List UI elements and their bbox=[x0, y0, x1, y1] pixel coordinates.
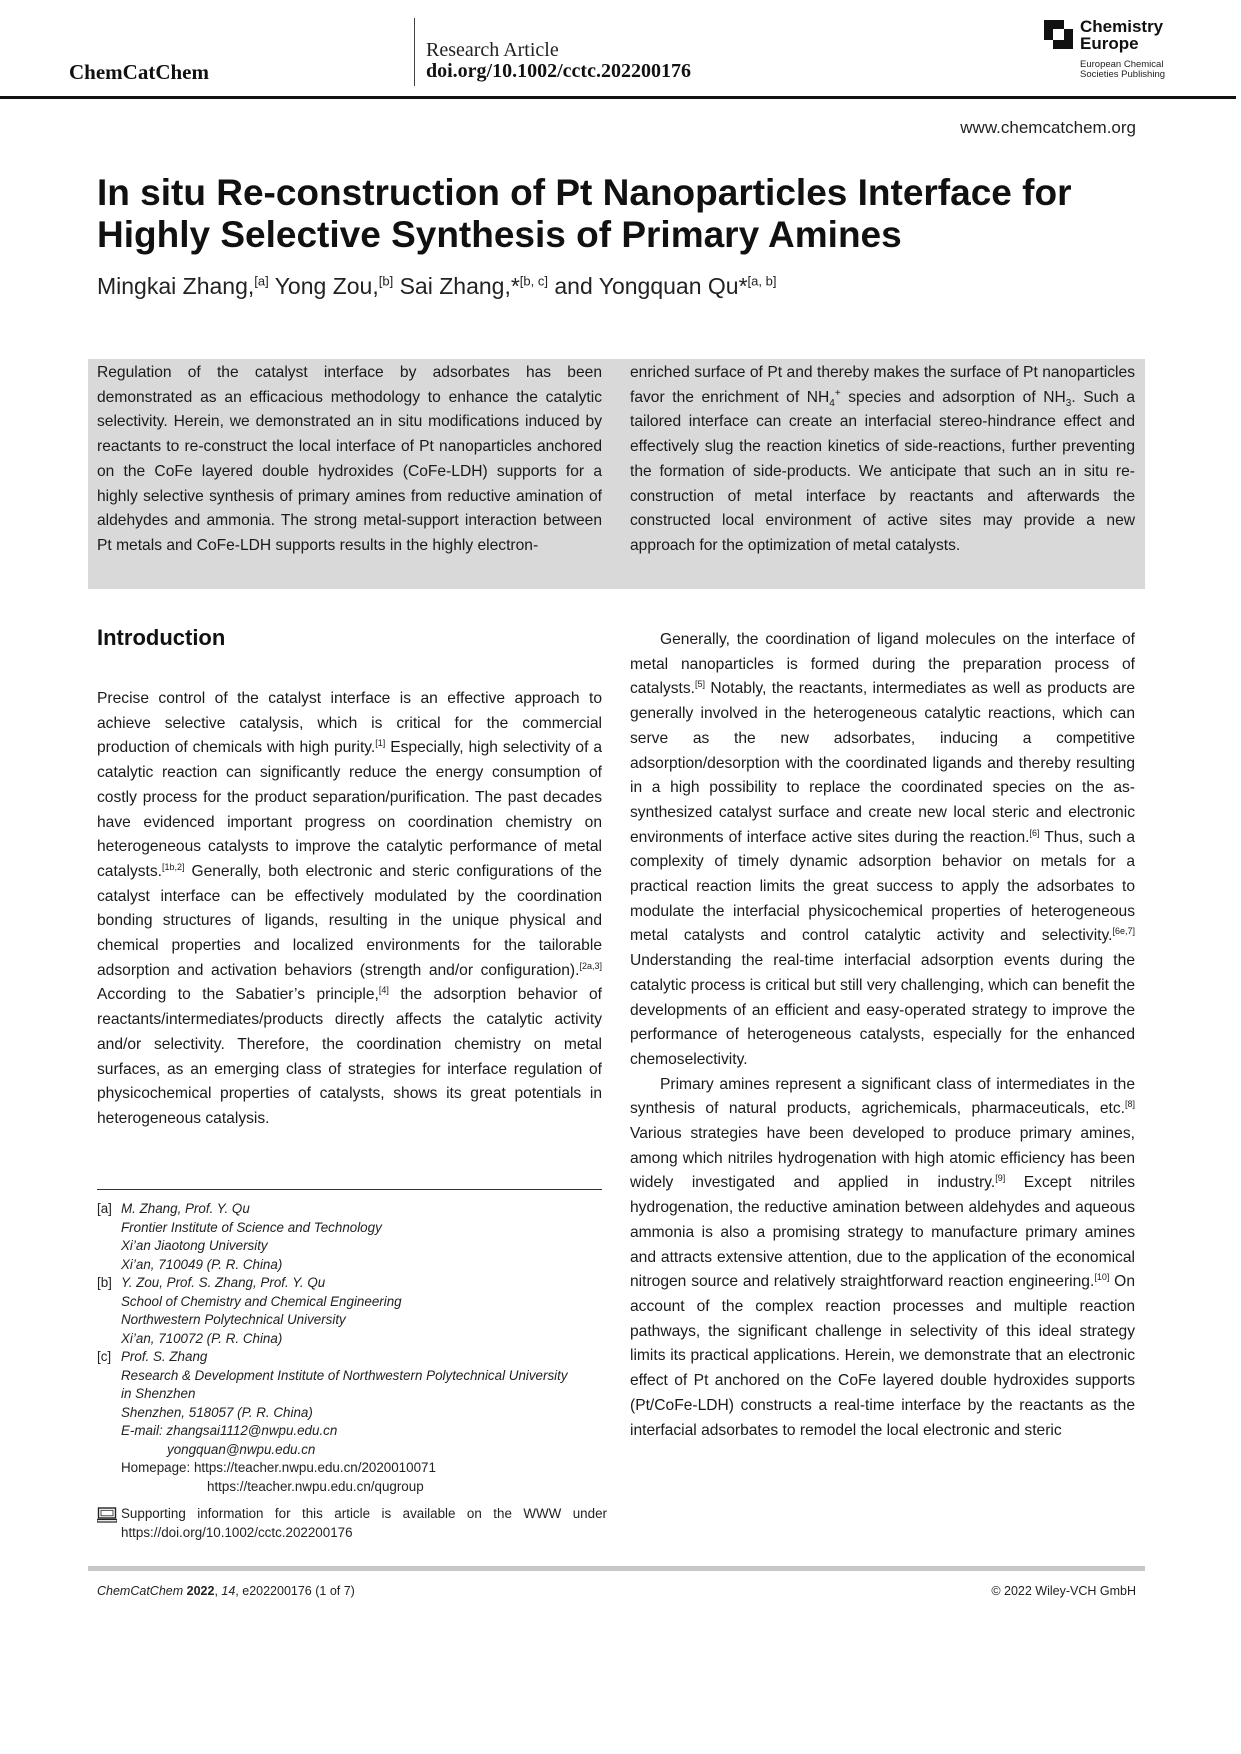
author-name: Sai Zhang,* bbox=[399, 273, 520, 299]
publisher-subtitle-line2: Societies Publishing bbox=[1080, 69, 1166, 80]
author-affiliation-mark: [b] bbox=[378, 273, 394, 289]
homepage-link[interactable]: https://teacher.nwpu.edu.cn/qugroup bbox=[207, 1478, 424, 1494]
chemistry-europe-logo-icon bbox=[1044, 20, 1074, 50]
section-heading-introduction: Introduction bbox=[97, 625, 226, 650]
email-link[interactable]: E-mail: zhangsai1112@nwpu.edu.cn bbox=[121, 1423, 338, 1438]
doi-link[interactable]: doi.org/10.1002/cctc.202200176 bbox=[426, 60, 691, 82]
citation-link[interactable]: [10] bbox=[1094, 1272, 1110, 1283]
affiliation-a: [a] M. Zhang, Prof. Y. Qu Frontier Institute of Science and Technology Xi’an Jiaotong University Xi’an, 710049 (P. R. China) bbox=[97, 1201, 382, 1272]
header-divider bbox=[414, 18, 415, 86]
citation-link[interactable]: [6e,7] bbox=[1112, 926, 1135, 937]
abstract-text-left: Regulation of the catalyst interface by adsorbates has been demonstrated as an efficacious methodology to enhance the catalytic selectivity. Herein, we demonstrated an in situ modifications induced by reactants to re-construct the local interface of Pt nanoparticles anchored on the CoFe layered double hydroxides (CoFe-LDH) supports for a highly selective synthesis of primary amines from reductive amination of aldehydes and ammonia. The strong metal-support interaction between Pt metals and CoFe-LDH supports results in the highly electron- bbox=[97, 364, 602, 554]
author-list bbox=[97, 273, 776, 300]
footer-copyright: © 2022 Wiley-VCH GmbH bbox=[991, 1584, 1136, 1598]
email-link[interactable]: yongquan@nwpu.edu.cn bbox=[167, 1441, 316, 1457]
header-rule bbox=[0, 96, 1236, 99]
citation-link[interactable]: [1b,2] bbox=[162, 861, 185, 872]
article-type: Research Article bbox=[426, 39, 559, 61]
citation-link[interactable]: [5] bbox=[695, 679, 706, 690]
journal-website-link[interactable]: www.chemcatchem.org bbox=[960, 118, 1136, 137]
computer-monitor-icon bbox=[97, 1507, 117, 1523]
body-text-right-column bbox=[630, 628, 1135, 1443]
abstract-text-right: enriched surface of Pt and thereby makes the surface of Pt nanoparticles favor the enrichment of $NH_4^+$ species and adsorption of $NH_3$. Such a tailored interface can create an interfacial stereo-hindrance effect and effectively slug the reaction kinetics of side-reactions, further preventing the formation of side-products. We anticipate that such an in situ re-construction of metal interface by reactants and afterwards the constructed local environment of active sites may provide a new approach for the optimization of metal catalysts. bbox=[630, 364, 1136, 554]
citation-link[interactable]: [9] bbox=[995, 1173, 1006, 1184]
journal-name: ChemCatChem bbox=[69, 60, 209, 84]
citation-link[interactable]: [6] bbox=[1029, 827, 1040, 838]
publisher-logo bbox=[1044, 18, 1174, 82]
footer-rule bbox=[88, 1566, 1145, 1571]
affiliation-c: [c] Prof. S. Zhang Research & Development Institute of Northwestern Polytechnical University in Shenzhen Shenzhen, 518057 (P. R. China) E-mail: zhangsai1112@nwpu.edu.cn yongquan@nwpu.edu.cn Homepage: https://teacher.nwpu.edu.cn/2020010071 https://teacher.nwpu.edu.cn/qugroup bbox=[97, 1348, 607, 1496]
footer-citation: ChemCatChem 2022, 14, e202200176 (1 of 7) bbox=[97, 1584, 355, 1598]
supporting-info-link[interactable]: Supporting information for this article is available on the WWW under https://doi.org/10.1002/cctc.202200176 bbox=[121, 1506, 607, 1540]
article-title: In situ Re-construction of Pt Nanoparticles Interface for Highly Selective Synthesis of Primary Amines bbox=[97, 172, 1072, 255]
citation-link[interactable]: [2a,3] bbox=[579, 960, 602, 971]
author-name: Yong Zou, bbox=[274, 273, 379, 299]
body-text-left-column bbox=[97, 687, 602, 1132]
author-affiliation-mark: [b, c] bbox=[519, 273, 548, 289]
affiliations bbox=[97, 1200, 607, 1496]
publisher-subtitle-line1: European Chemical bbox=[1080, 59, 1164, 70]
affiliation-b: [b] Y. Zou, Prof. S. Zhang, Prof. Y. Qu School of Chemistry and Chemical Engineering Northwestern Polytechnical University Xi’an, 710072 (P. R. China) bbox=[97, 1275, 402, 1346]
citation-link[interactable]: [8] bbox=[1124, 1099, 1135, 1110]
supporting-info-note bbox=[97, 1505, 607, 1542]
author-name: and Yongquan Qu* bbox=[554, 273, 748, 299]
publisher-name-line1: Chemistry bbox=[1080, 17, 1164, 36]
footnote-rule bbox=[97, 1189, 602, 1190]
paragraph: Primary amines represent a significant class of intermediates in the synthesis of natural products, agrichemicals, pharmaceuticals, etc.[8] Various strategies have been developed to produce primary amines, among which nitriles hydrogenation with high atomic efficiency has been widely investigated and applied in industry.[9] Except nitriles hydrogenation, the reductive amination between aldehydes and aqueous ammonia is also a promising strategy to manufacture primary amines and attracts extensive attention, due to the application of the economical nitrogen source and relatively straightforward reaction engineering.[10] On account of the complex reaction processes and multiple reaction pathways, the significant challenge in selectivity of this ideal strategy limits its practical applications. Herein, we demonstrate that an electronic effect of Pt anchored on the CoFe layered double hydroxides supports (Pt/CoFe-LDH) constructs a real-time interface by the reactants as the interfacial adsorbates to remodel the local electronic and steric bbox=[630, 1075, 1135, 1439]
author-affiliation-mark: [a] bbox=[254, 273, 269, 289]
publisher-name-line2: Europe bbox=[1080, 34, 1139, 53]
citation-link[interactable]: [1] bbox=[375, 738, 386, 749]
author-affiliation-mark: [a, b] bbox=[747, 273, 777, 289]
paragraph: Generally, the coordination of ligand molecules on the interface of metal nanoparticles is formed during the preparation process of catalysts.[5] Notably, the reactants, intermediates as well as products are generally involved in the heterogeneous catalytic reactions, which can serve as the new adsorbates, inducing a competitive adsorption/desorption with the coordinated ligands and thereby resulting in a high possibility to replace the coordinated species on the as-synthesized catalyst surface and create new local steric and electronic environments of interface active sites during the reaction.[6] Thus, such a complexity of timely dynamic adsorption behavior on metals for a practical reaction limits the great success to apply the adsorbates to modulate the interfacial physicochemical properties of heterogeneous metal catalysts and control catalytic activity and selectivity.[6e,7] Understanding the real-time interfacial adsorption events during the catalytic process is critical but still very challenging, which can benefit the developments of an efficient and easy-operated strategy to improve the performance of heterogeneous catalysts, especially for the enhanced chemoselectivity. bbox=[630, 631, 1135, 1068]
paragraph: Precise control of the catalyst interface is an effective approach to achieve selective catalysis, which is critical for the commercial production of chemicals with high purity.[1] Especially, high selectivity of a catalytic reaction can significantly reduce the energy consumption of costly process for the product separation/purification. The past decades have evidenced important progress on coordination chemistry on heterogeneous catalysts to improve the catalytic performance of metal catalysts.[1b,2] Generally, both electronic and steric configurations of the catalyst interface can be effectively modulated by the coordination bonding structures of ligands, resulting in the unique physical and chemical properties and localized environments for the tailorable adsorption and activation behaviors (strength and/or configuration).[2a,3] According to the Sabatier’s principle,[4] the adsorption behavior of reactants/intermediates/products directly affects the catalytic activity and/or selectivity. Therefore, the coordination chemistry on metal surfaces, as an emerging class of strategies for interface regulation of physicochemical properties of catalysts, shows its great potentials in heterogeneous catalysis. bbox=[97, 690, 603, 1127]
homepage-link[interactable]: Homepage: https://teacher.nwpu.edu.cn/2020010071 bbox=[121, 1460, 436, 1475]
author-name: Mingkai Zhang, bbox=[97, 273, 255, 299]
citation-link[interactable]: [4] bbox=[378, 985, 389, 996]
